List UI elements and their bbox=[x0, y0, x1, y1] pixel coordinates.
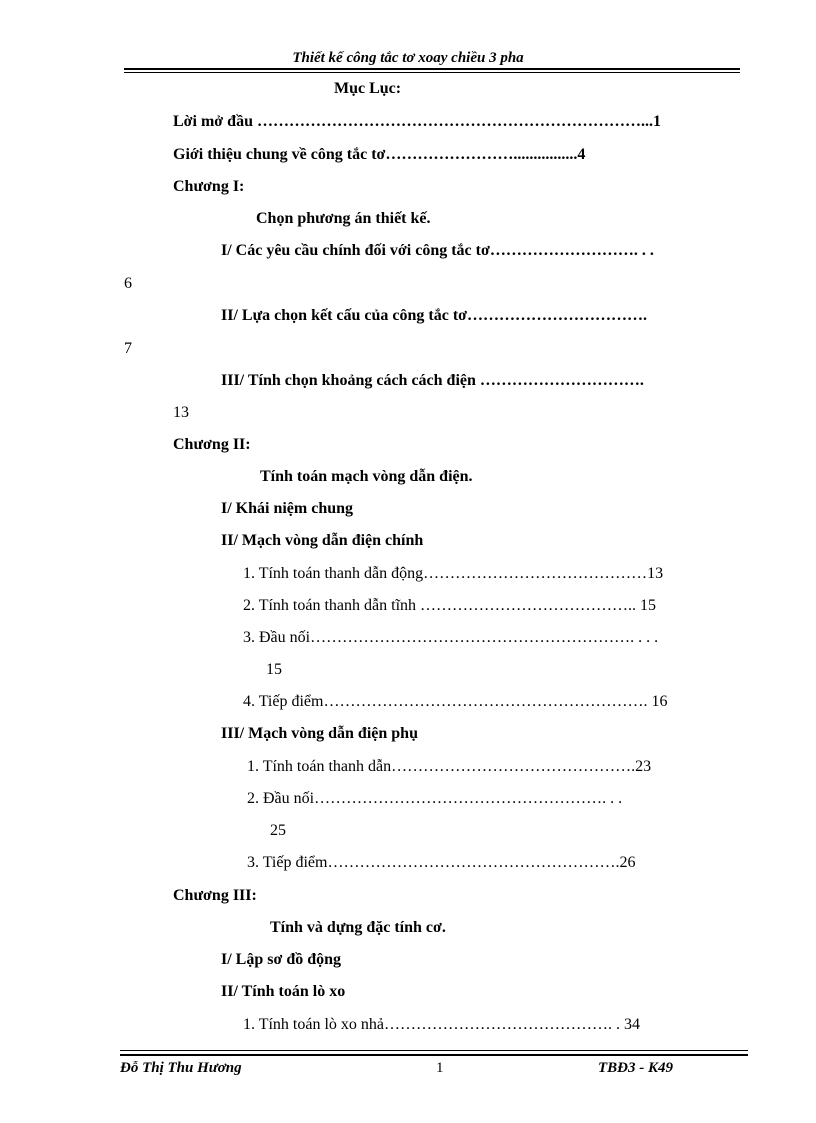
toc-item: 2. Đầu nối………………………………………………. . . bbox=[247, 790, 623, 807]
toc-entry-introduction: Giới thiệu chung về công tắc tơ……………………................4 bbox=[173, 146, 586, 163]
toc-section-2-3: III/ Mạch vòng dẫn điện phụ bbox=[221, 725, 418, 742]
toc-section-3-2: II/ Tính toán lò xo bbox=[221, 983, 346, 1000]
toc-chapter-3-title: Tính và dựng đặc tính cơ. bbox=[270, 919, 446, 936]
toc-page-number: 13 bbox=[173, 404, 189, 421]
toc-item: 3. Tiếp điểm……………………………………………….26 bbox=[247, 854, 636, 871]
toc-section-3-1: I/ Lập sơ đồ động bbox=[221, 951, 342, 968]
header-title: Thiết kế công tắc tơ xoay chiều 3 pha bbox=[292, 50, 524, 66]
toc-section-1-1: I/ Các yêu cầu chính đối với công tắc tơ………………………. . . bbox=[221, 242, 654, 259]
toc-chapter-1: Chương I: bbox=[173, 178, 245, 195]
toc-item: 4. Tiếp điểm……………………………………………………. 16 bbox=[243, 693, 668, 710]
toc-section-2-1: I/ Khái niệm chung bbox=[221, 500, 354, 517]
toc-chapter-1-title: Chọn phương án thiết kế. bbox=[256, 210, 431, 227]
toc-heading: Mục Lục: bbox=[334, 80, 402, 97]
toc-page-number: 6 bbox=[124, 275, 132, 292]
toc-entry-preface: Lời mở đầu ………………………………………………………………...1 bbox=[173, 113, 661, 130]
header-rule-top bbox=[124, 68, 740, 70]
footer-rule-top bbox=[120, 1050, 748, 1051]
toc-chapter-2-title: Tính toán mạch vòng dẫn điện. bbox=[260, 468, 473, 485]
toc-section-1-3: III/ Tính chọn khoảng cách cách điện …………………………. bbox=[221, 372, 644, 389]
toc-item: 2. Tính toán thanh dẫn tĩnh ………………………………….. 15 bbox=[243, 597, 657, 614]
toc-page-number: 15 bbox=[266, 661, 282, 678]
toc-chapter-3: Chương III: bbox=[173, 887, 257, 904]
toc-section-1-2: II/ Lựa chọn kết cấu của công tắc tơ……………………………. bbox=[221, 307, 648, 324]
toc-item: 1. Tính toán thanh dẫn……………………………………….23 bbox=[247, 758, 652, 775]
toc-page-number: 7 bbox=[124, 340, 132, 357]
toc-section-2-2: II/ Mạch vòng dẫn điện chính bbox=[221, 532, 424, 549]
toc-page-number: 25 bbox=[270, 822, 286, 839]
header-rule-bottom bbox=[124, 72, 740, 73]
toc-item: 1. Tính toán lò xo nhả……………………………………. . 34 bbox=[243, 1016, 641, 1033]
footer-class-code: TBĐ3 - K49 bbox=[598, 1060, 673, 1076]
toc-chapter-2: Chương II: bbox=[173, 436, 251, 453]
footer-author: Đỗ Thị Thu Hương bbox=[120, 1060, 242, 1076]
toc-item: 1. Tính toán thanh dẫn động……………………………………13 bbox=[243, 565, 664, 582]
footer-rule-bottom bbox=[120, 1054, 748, 1056]
toc-item: 3. Đầu nối……………………………………………………. . . . bbox=[243, 629, 659, 646]
footer-page-number: 1 bbox=[436, 1060, 444, 1076]
